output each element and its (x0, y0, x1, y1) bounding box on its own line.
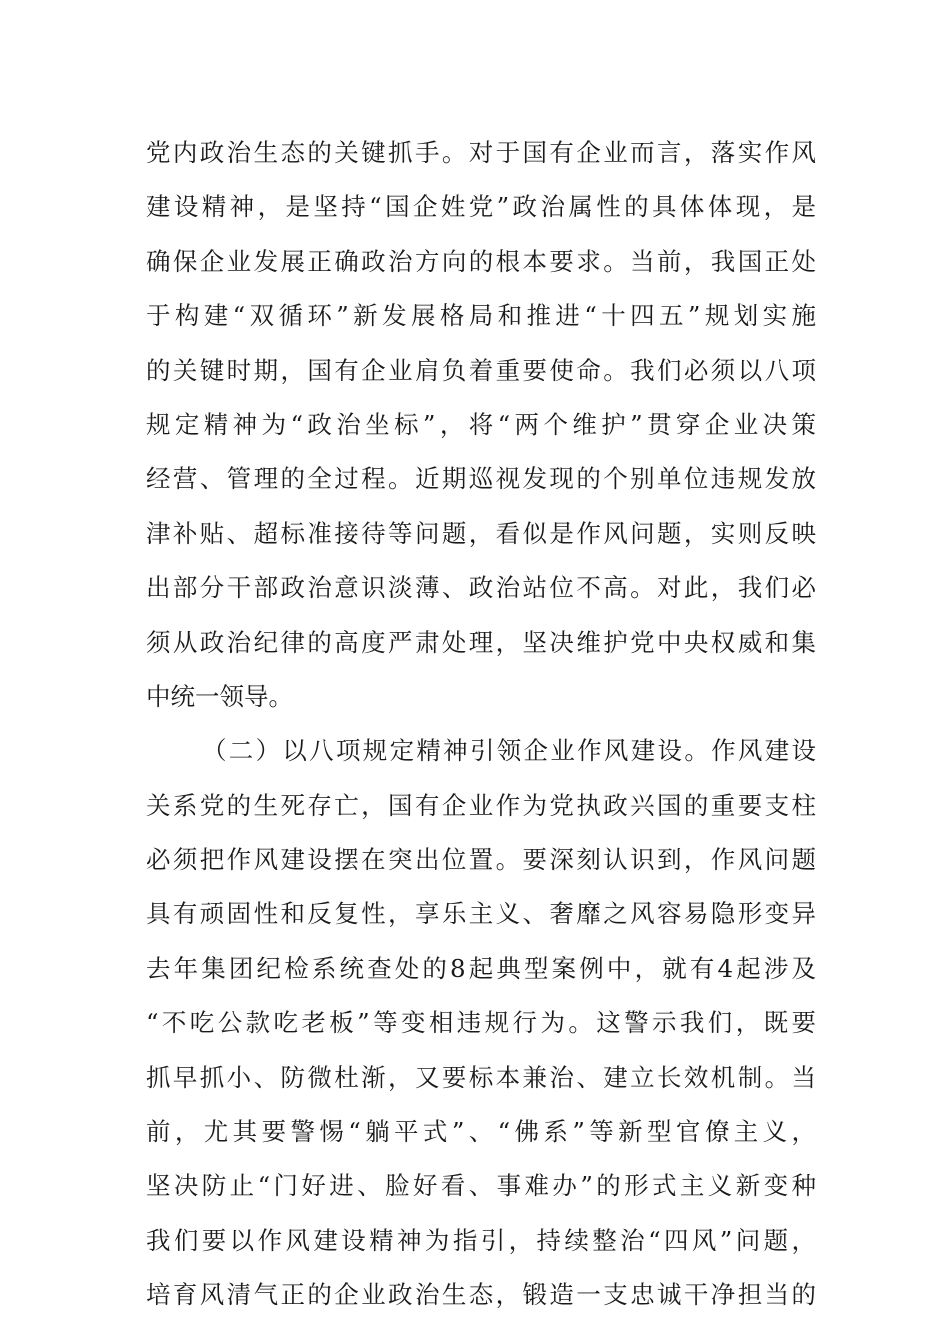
text-line-1: 党内政治生态的关键抓手。对于国有企业而言，落实作风 (146, 138, 816, 167)
text-line-14: 必须把作风建设摆在突出位置。要深刻认识到，作风问题 (146, 845, 816, 875)
text-line-15: 具有顽固性和反复性，享乐主义、奢靡之风容易隐形变异 (146, 899, 816, 929)
text-line-5: 的关键时期，国有企业肩负着重要使命。我们必须以八项 (146, 355, 816, 385)
text-line-2: 建设精神，是坚持“国企姓党”政治属性的具体体现，是 (146, 192, 816, 222)
text-line-3: 确保企业发展正确政治方向的根本要求。当前，我国正处 (146, 246, 816, 276)
text-line-4: 于构建“双循环”新发展格局和推进“十四五”规划实施 (146, 301, 816, 331)
text-line-18: 抓早抓小、防微杜渐，又要标本兼治、建立长效机制。当 (146, 1062, 816, 1092)
text-line-19: 前，尤其要警惕“躺平式”、“佛系”等新型官僚主义， (146, 1117, 816, 1147)
text-line-20: 坚决防止“门好进、脸好看、事难办”的形式主义新变种 (146, 1171, 816, 1201)
text-line-11: 中统一领导。 (146, 681, 293, 711)
text-line-8: 津补贴、超标准接待等问题，看似是作风问题，实则反映 (146, 518, 816, 548)
text-line-10: 须从政治纪律的高度严肃处理，坚决维护党中央权威和集 (146, 627, 816, 657)
text-line-9: 出部分干部政治意识淡薄、政治站位不高。对此，我们必 (146, 573, 816, 603)
text-line-22: 培育风清气正的企业政治生态，锻造一支忠诚干净担当的 (146, 1280, 816, 1310)
text-line-13: 关系党的生死存亡，国有企业作为党执政兴国的重要支柱 (146, 790, 816, 820)
section-heading-line: （二）以八项规定精神引领企业作风建设。作风建设 (202, 736, 816, 766)
body-text (146, 126, 816, 1323)
text-line-16: 去年集团纪检系统查处的8起典型案例中，就有4起涉及 (146, 953, 816, 983)
text-line-6: 规定精神为“政治坐标”，将“两个维护”贯穿企业决策 (146, 409, 816, 439)
text-line-17: “不吃公款吃老板”等变相违规行为。这警示我们，既要 (146, 1008, 816, 1038)
text-line-7: 经营、管理的全过程。近期巡视发现的个别单位违规发放 (146, 464, 816, 494)
text-line-21: 我们要以作风建设精神为指引，持续整治“四风”问题， (146, 1225, 816, 1255)
